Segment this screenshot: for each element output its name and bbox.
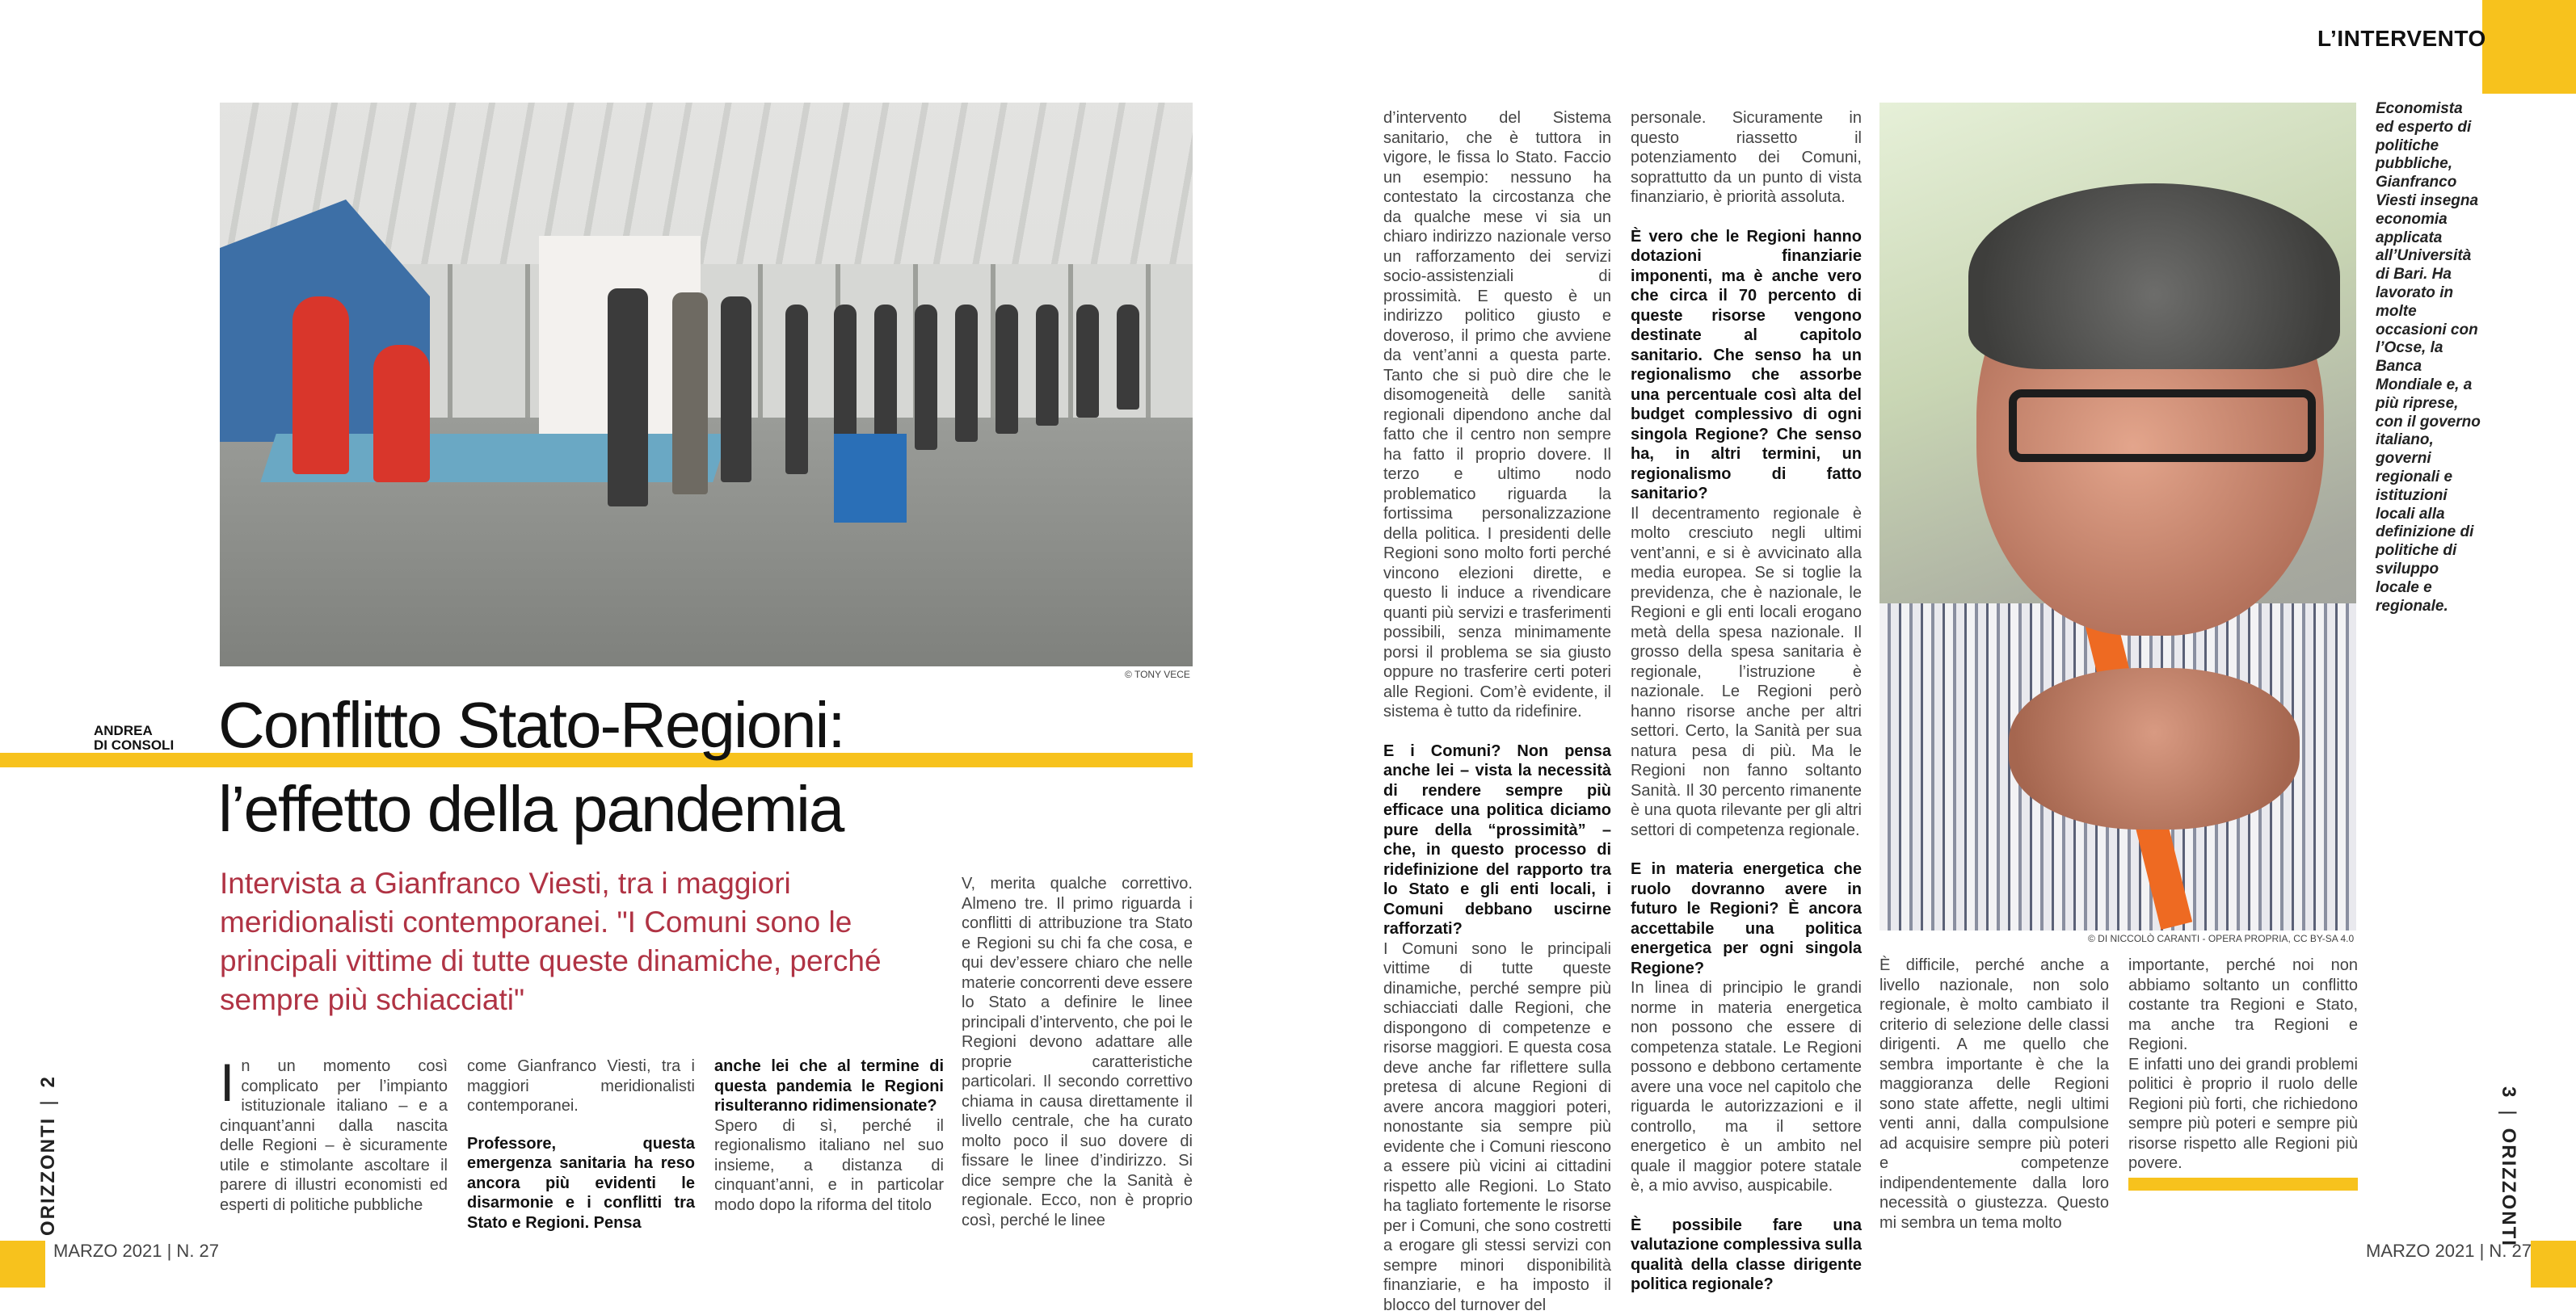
photo-blue-heater: [834, 434, 907, 523]
text-column-4: [962, 874, 1193, 1230]
footer-left: MARZO 2021 | N. 27: [53, 1241, 219, 1262]
photo-hands: [2009, 668, 2300, 830]
photo-person: [721, 296, 751, 482]
text-column-6: [1631, 108, 1862, 1295]
question: anche lei che al termine di questa pandemia le Regioni risulteranno ridimensionate?: [714, 1057, 944, 1116]
article-title: [218, 683, 844, 851]
photo-person: [915, 305, 937, 450]
photo-person: [672, 292, 708, 494]
question: E in materia energetica che ruolo dovranno avere in futuro le Regioni? È ancora accettabile una politica energetica per ogni singola Regione?: [1631, 859, 1862, 978]
text-column-5: [1383, 108, 1611, 1315]
title-line: Conflitto Stato-Regioni:: [218, 683, 844, 767]
yellow-page-tab-right: [2531, 1241, 2576, 1288]
photo-glasses: [2009, 389, 2316, 462]
question: È possibile fare una valutazione complessiva sulla qualità della classe dirigente politica regionale?: [1631, 1216, 1862, 1295]
photo-volunteer: [373, 345, 430, 482]
text-column-7: [1879, 956, 2109, 1233]
side-label-separator: |: [2498, 1099, 2519, 1128]
paragraph: In linea di principio le grandi norme in materia energetica non possono che essere di competenza statale. Le Regioni possono e debbono certamente avere una voce nel capitolo che riguarda le autorizzazioni e il controllo, ma il settore energetico è un ambito nel quale il maggior potere statale è, a mio avviso, auspicabile.: [1631, 978, 1862, 1196]
paragraph: Spero di sì, perché il regionalismo italiano nel suo insieme, a distanza di cinquant’anni, e in particolar modo dopo la riforma del titolo: [714, 1116, 944, 1216]
photo-person: [955, 305, 978, 442]
paragraph: I Comuni sono le principali vittime di tutte queste dinamiche, perché sempre più schiacciati dalle Regioni, che dispongono di competenze e risorse maggiori. E questa cosa deve anche far riflettere sulla pretesa di alcune Regioni di avere ancora maggiori poteri, nonostante sia sempre più evidente che i Comuni riescono a essere più vicini ai cittadini rispetto alle Regioni. Lo Stato ha tagliato fortemente le risorse per i Comuni, che sono costretti a erogare gli stessi servizi con sempre minori disponibilità finanziarie, e ha imposto il blocco del turnover del: [1383, 939, 1611, 1315]
photo-person: [608, 288, 648, 506]
paragraph: importante, perché noi non abbiamo soltanto un conflitto costante tra Regioni e Stato, ma anche tra Regioni e Regioni.: [2128, 956, 2358, 1055]
paragraph: personale. Sicuramente in questo riassetto il potenziamento dei Comuni, soprattutto da un punto di vista finanziario, è priorità assoluta.: [1631, 108, 1862, 208]
paragraph: V, merita qualche correttivo. Almeno tre. Il primo riguarda i conflitti di attribuzione tra Stato e Regioni su chi fa che cosa, e qui dev’essere chiaro che nelle materie concorrenti deve essere lo Stato a definire le linee principali d’intervento, che poi le Regioni devono adattare alle proprie caratteristiche particolari. Il secondo correttivo chiama in causa direttamente il livello centrale, che ha curato molto poco il suo dovere di fissare le linee d’indirizzo. Si dice sempre che la Sanità è regionale. Ecco, non è proprio così, perché le linee: [962, 874, 1193, 1230]
photo-person: [785, 305, 808, 474]
photo-hair: [1968, 183, 2340, 369]
side-label-magazine: ORIZZONTI: [2498, 1128, 2519, 1247]
side-label-magazine: ORIZZONTI: [37, 1117, 59, 1236]
photo-person: [1117, 305, 1139, 410]
photo-person: [1076, 305, 1099, 418]
text-column-1: [220, 1057, 448, 1215]
photo-credit: © DI NICCOLÒ CARANTI - OPERA PROPRIA, CC BY-SA 4.0: [2088, 933, 2354, 944]
portrait-photo: [1879, 103, 2356, 931]
photo-person: [995, 305, 1018, 434]
text-column-8: [2128, 956, 2358, 1174]
photo-person: [1036, 305, 1059, 426]
text-column-3: [714, 1057, 944, 1215]
question: Professore, questa emergenza sanitaria ha reso ancora più evidenti le disarmonie e i conflitti tra Stato e Regioni. Pensa: [467, 1134, 695, 1233]
column-end-bar: [2128, 1178, 2358, 1191]
text-column-2: [467, 1057, 695, 1233]
photo-credit: © TONY VECE: [1125, 669, 1190, 680]
author-first-name: ANDREA: [94, 724, 174, 738]
photo-volunteer: [293, 296, 349, 474]
section-header: L’INTERVENTO: [2317, 26, 2486, 52]
footer-right: MARZO 2021 | N. 27: [2366, 1241, 2532, 1262]
author-last-name: DI CONSOLI: [94, 738, 174, 753]
paragraph: d’intervento del Sistema sanitario, che è tuttora in vigore, le fissa lo Stato. Faccio un esempio: nessuno ha contestato la circostanza che da qualche mese vi sia un chiaro indirizzo nazionale verso un rafforzamento dei servizi socio-assistenziali di prossimità. E questo è un indirizzo politico giusto e doveroso, il primo che avviene da vent’anni a questa parte. Tanto che si può dire che le disomogeneità delle sanità regionali dipendono anche dal fatto che il centro non sempre ha fatto il proprio dovere. Il terzo e ultimo nodo problematico riguarda la fortissima personalizzazione della politica. I presidenti delle Regioni sono molto forti perché vincono elezioni dirette, e questo li induce a rivendicare quanti più servizi e trasferimenti possibili, senza minimamente porsi il problema se sia giusto oppure no trasferire certi poteri alle Regioni. Com’è evidente, il sistema è tutto da ridefinire.: [1383, 108, 1611, 722]
title-line: l’effetto della pandemia: [218, 767, 844, 851]
side-label-right: [2497, 1086, 2519, 1247]
paragraph: E infatti uno dei grandi problemi politici è proprio il ruolo delle Regioni più forti, che richiedono sempre più poteri e sempre più risorse rispetto alle Regioni più povere.: [2128, 1055, 2358, 1174]
side-label-left: [37, 1075, 60, 1236]
side-label-page: 3: [2498, 1086, 2519, 1099]
paragraph: È difficile, perché anche a livello nazionale, non solo regionale, è molto cambiato il criterio di selezione delle classi dirigenti. A me quello che sembra importante è che la maggioranza delle Regioni sono state affette, negli ultimi venti anni, dalla compulsione ad acquisire sempre più poteri e competenze indipendentemente dalla loro necessità o giustezza. Questo mi sembra un tema molto: [1879, 956, 2109, 1233]
yellow-page-tab-left: [0, 1241, 45, 1288]
yellow-corner-accent: [2482, 0, 2576, 94]
article-subtitle: Intervista a Gianfranco Viesti, tra i maggiori meridionalisti contemporanei. "I Comuni sono le principali vittime di tutte queste dinamiche, perché sempre più schiacciati": [220, 864, 882, 1019]
side-label-page: 2: [37, 1075, 59, 1087]
drop-cap: I: [220, 1060, 234, 1105]
paragraph: come Gianfranco Viesti, tra i maggiori meridionalisti contemporanei.: [467, 1057, 695, 1116]
author-byline: [94, 724, 174, 753]
portrait-caption: Economista ed esperto di politiche pubbliche, Gianfranco Viesti insegna economia applicata all’Università di Bari. Ha lavorato in molte occasioni con l’Ocse, la Banca Mondiale e, a più riprese, con il governo italiano, governi regionali e istituzioni locali alla definizione di politiche di sviluppo locale e regionale.: [2376, 100, 2481, 615]
paragraph: n un momento così complicato per l’impianto istituzionale italiano – e a cinquant’anni dalla nascita delle Regioni – è sicuramente utile e stimolante ascoltare il parere di illustri economisti ed esperti di politiche pubbliche: [220, 1057, 448, 1215]
question: E i Comuni? Non pensa anche lei – vista la necessità di rendere sempre più efficace una politica diciamo pure della “prossimità” – che, in questo processo di ridefinizione del rapporto tra lo Stato e gli enti locali, i Comuni debbano uscirne rafforzati?: [1383, 742, 1611, 939]
side-label-separator: |: [37, 1087, 59, 1116]
question: È vero che le Regioni hanno dotazioni finanziarie imponenti, ma è anche vero che circa il 70 percento di queste risorse vengono destinate al capitolo sanitario. Che senso ha un regionalismo che assorbe una percentuale così alta del budget complessivo di ogni singola Regione? Che senso ha, in altri termini, un regionalismo di fatto sanitario?: [1631, 227, 1862, 504]
paragraph: Il decentramento regionale è molto cresciuto negli ultimi vent’anni, e si è avvicinato alla media europea. Se si toglie la previdenza, che è nazionale, le Regioni e gli enti locali erogano metà della spesa nazionale. Il grosso della spesa sanitaria è regionale, l’istruzione è nazionale. Le Regioni però hanno risorse anche per altri settori. Certo, la Sanità per sua natura pesa di più. Ma le Regioni non fanno soltanto Sanità. Il 30 percento rimanente è una quota rilevante per gli altri settori di competenza regionale.: [1631, 504, 1862, 841]
vaccination-center-photo: [220, 103, 1193, 666]
